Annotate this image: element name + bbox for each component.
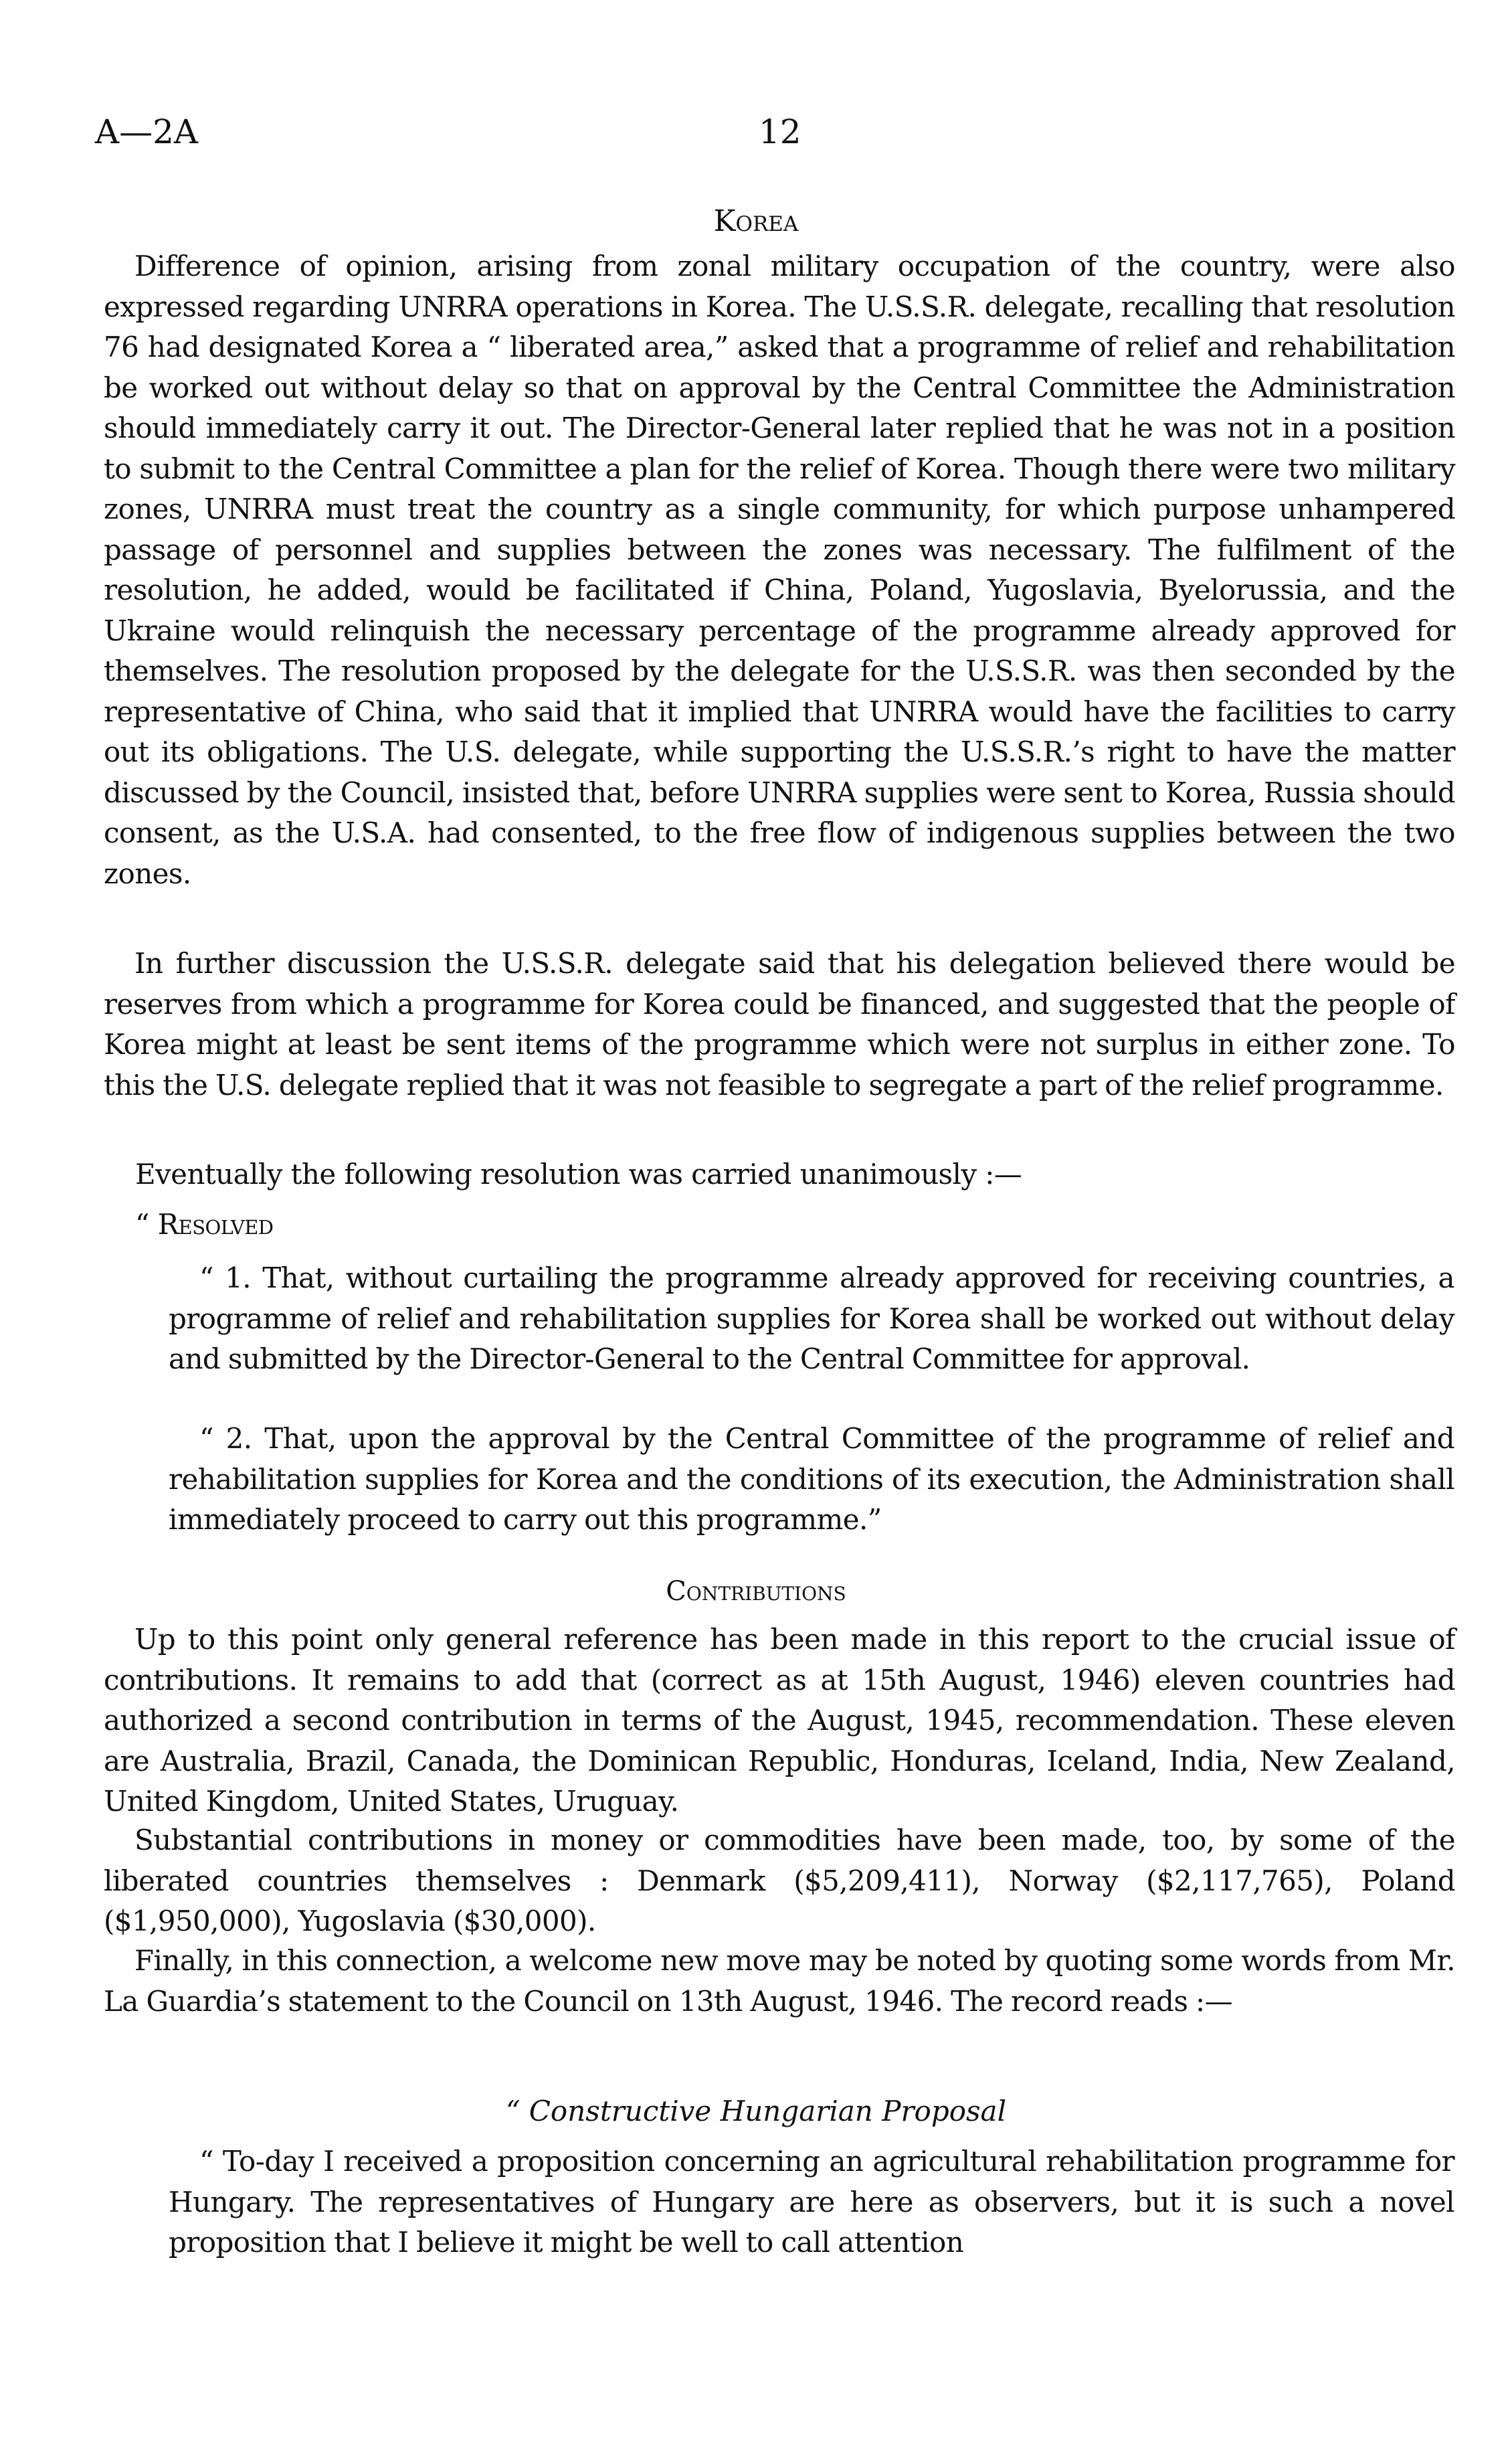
quote-heading: “ Constructive Hungarian Proposal [505, 2095, 1007, 2127]
document-code: A—2A [95, 112, 199, 151]
resolved-label: “ Resolved [135, 1208, 274, 1241]
section-heading-korea: Korea [713, 204, 799, 238]
quote-paragraph: “ To-day I received a proposition concerning an agricultural rehabilitation programme for Hungary. The representatives of Hungary are here as observers, but it is such a novel proposition that I believe it might be well to call attention [169, 2145, 1454, 2259]
korea-paragraph-1: Difference of opinion, arising from zonal military occupation of the country, were also expressed regarding UNRRA operations in Korea. The U.S.S.R. delegate, recalling that resolution 76 had designated Korea a “ liberated area,” asked that a programme of relief and rehabilitation be worked out without delay so that on approval by the Central Committee the Administration should immediately carry it out. The Director-General later replied that he was not in a position to submit to the Central Committee a plan for the relief of Korea. Though there were two military zones, UNRRA must treat the country as a single community, for which purpose unhampered passage of personnel and supplies between the zones was necessary. The fulfilment of the resolution, he added, would be facilitated if China, Poland, Yugoslavia, Byelorussia, and the Ukraine would relinquish the necessary percentage of the programme already approved for themselves. The resolution proposed by the delegate for the U.S.S.R. was then seconded by the representative of China, who said that it implied that UNRRA would have the facilities to carry out its obligations. The U.S. delegate, while supporting the U.S.S.R.’s right to have the matter discussed by the Council, insisted that, before UNRRA supplies were sent to Korea, Russia should consent, as the U.S.A. had consented, to the free flow of indigenous supplies between the two zones. [104, 250, 1455, 890]
korea-paragraph-2: In further discussion the U.S.S.R. delegate said that his delegation believed there would be reserves from which a programme for Korea could be financed, and suggested that the people of Korea might at least be sent items of the programme which were not surplus in either zone. To this the U.S. delegate replied that it was not feasible to segregate a part of the relief programme. [104, 947, 1455, 1102]
resolution-intro: Eventually the following resolution was carried unanimously :— [135, 1158, 1022, 1191]
page-number: 12 [759, 112, 801, 151]
contributions-paragraph-2: Substantial contributions in money or commodities have been made, too, by some of the liberated countries themselves : Denmark ($5,209,411), Norway ($2,117,765), Poland ($1,950,000), Yugoslavia ($30,000). [104, 1824, 1455, 1937]
contributions-paragraph-1: Up to this point only general reference has been made in this report to the crucial issue of contributions. It remains to add that (correct as at 15th August, 1946) eleven countries had authorized a second contribution in terms of the August, 1945, recommendation. These eleven are Australia, Brazil, Canada, the Dominican Republic, Honduras, Iceland, India, New Zealand, United Kingdom, United States, Uruguay. [104, 1623, 1455, 1818]
resolution-item-2: “ 2. That, upon the approval by the Central Committee of the programme of relief and rehabilitation supplies for Korea and the conditions of its execution, the Administration shall immediately proceed to carry out this programme.” [169, 1422, 1454, 1536]
contributions-paragraph-3: Finally, in this connection, a welcome new move may be noted by quoting some words from Mr. La Guardia’s statement to the Council on 13th August, 1946. The record reads :— [104, 1944, 1455, 2018]
section-heading-contributions: Contributions [666, 1576, 846, 1607]
resolution-item-1: “ 1. That, without curtailing the programme already approved for receiving countries, a programme of relief and rehabilitation supplies for Korea shall be worked out without delay and submitted by the Director-General to the Central Committee for approval. [169, 1261, 1454, 1375]
